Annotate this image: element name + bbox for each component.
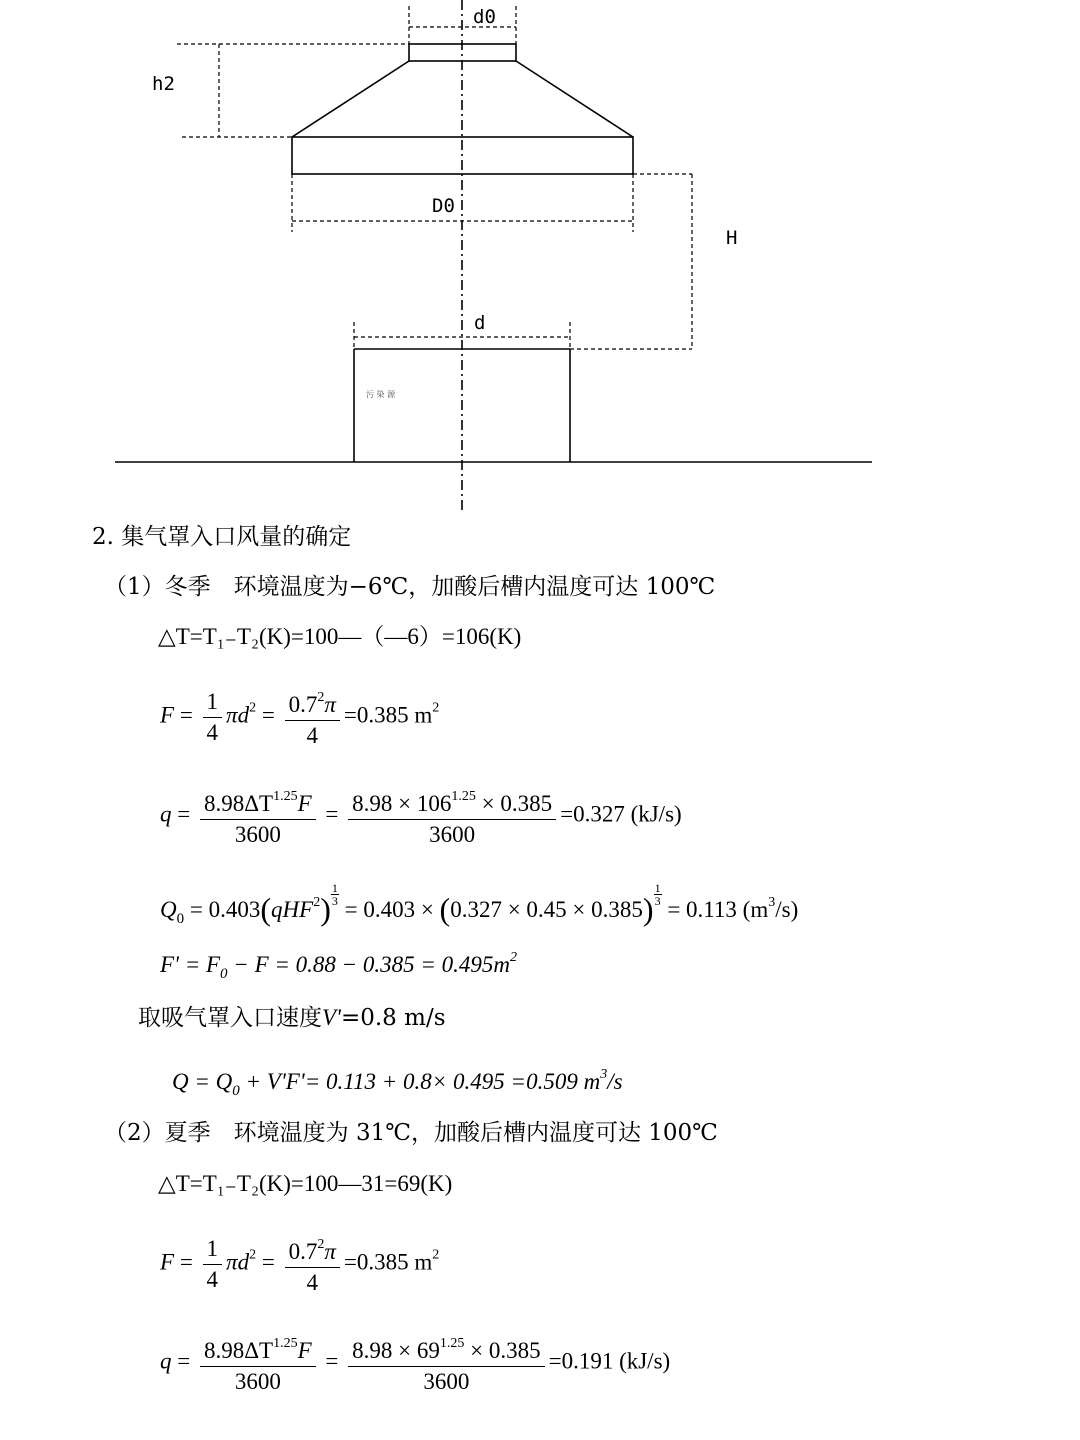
label-d0: d0: [473, 6, 496, 28]
winter-title: （1）冬季 环境温度为−6℃，加酸后槽内温度可达 100℃: [104, 574, 716, 600]
label-d: d: [474, 312, 486, 334]
hood-taper-right: [516, 61, 633, 137]
summer-area-equation: F = $\frac{1}{4}$ $\pi d^2$ = $\frac{0.7^2\pi}{4}$ =0.385 $m^2$: [160, 1230, 439, 1298]
winter-fprime-equation: $F' = F_0 - F = 0.88 - 0.385 = 0.495m^2$: [160, 950, 518, 982]
label-h2: h2: [152, 73, 175, 95]
summer-title: （2）夏季 环境温度为 31℃，加酸后槽内温度可达 100℃: [104, 1120, 718, 1146]
summer-heat-equation: q = $\frac{8.98\Delta T^{1.25}F}{3600}$ = $\frac{8.98 \times 69^{1.25} \times 0.385}{3600}$ =0.191 (kJ/s): [160, 1329, 670, 1397]
label-H: H: [726, 227, 738, 249]
winter-area-equation: F = $\frac{1}{4}$ $\pi d^2$ = $\frac{0.7^2\pi}{4}$ =0.385 $m^2$: [160, 683, 439, 751]
winter-delta-t: △T=T₁₋T₂(K)=100—（—6）=106(K): [158, 624, 522, 649]
hood-taper-left: [292, 61, 409, 137]
section-heading: 2. 集气罩入口风量的确定: [92, 524, 352, 550]
summer-delta-t: △T=T₁₋T₂(K)=100—31=69(K): [158, 1171, 453, 1196]
winter-total-flow-equation: $Q = Q_0 + V'F'= 0.113 + 0.8\times 0.495 =0.509$ $m^3/s$: [172, 1067, 623, 1099]
hood-diagram: [0, 0, 1080, 520]
winter-q0-equation: $Q_0 = 0.403(qHF^2)$ $\frac{1}{3}$ = 0.403 × (0.327 × 0.45 × 0.385) $\frac{1}{3}$ = 0.113 $(m^3/s)$: [160, 881, 799, 927]
label-tank: 污 染 源: [366, 390, 396, 399]
winter-inlet-velocity: 取吸气罩入口速度V'=0.8 m/s: [138, 1005, 446, 1031]
label-D0: D0: [432, 195, 455, 217]
winter-heat-equation: q = $\frac{8.98\Delta T^{1.25}F}{3600}$ = $\frac{8.98 \times 106^{1.25} \times 0.385}{3600}$ =0.327 (kJ/s): [160, 782, 682, 850]
